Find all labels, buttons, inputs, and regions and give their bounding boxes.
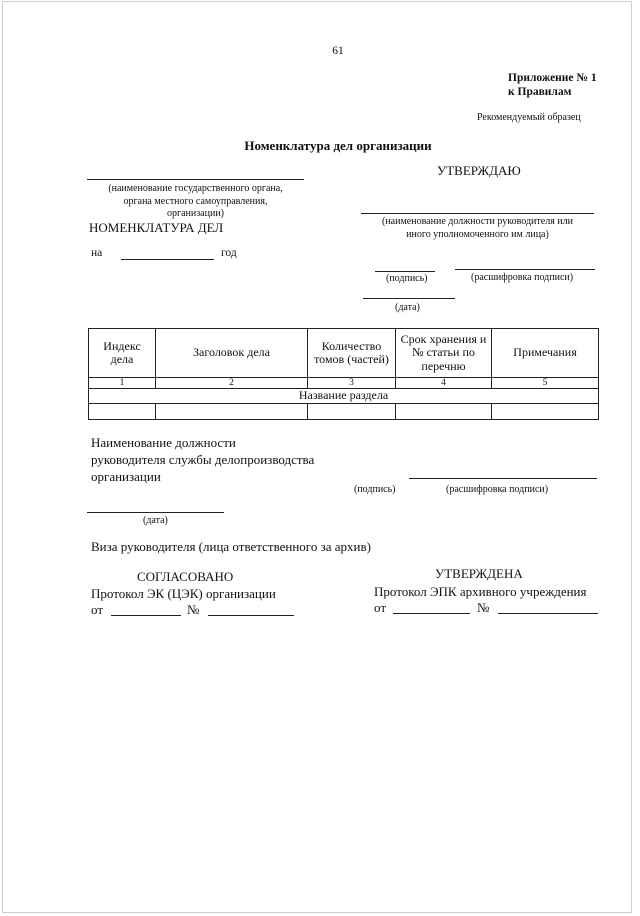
col-number: 1 xyxy=(89,378,156,389)
approved-protocol: Протокол ЭПК архивного учреждения xyxy=(374,584,587,599)
approve-heading: УТВЕРЖДАЮ xyxy=(437,163,521,178)
agreed-protocol: Протокол ЭК (ЦЭК) организации xyxy=(91,586,276,601)
approve-date-line xyxy=(363,298,455,299)
table-cell xyxy=(308,403,396,419)
approve-signature-line xyxy=(375,271,435,272)
year-prefix: на xyxy=(91,247,103,259)
appendix-line-2: к Правилам xyxy=(508,86,572,98)
approve-position-line xyxy=(361,213,594,214)
approved-num: № xyxy=(477,600,490,615)
col-header-notes: Примечания xyxy=(492,329,599,378)
table-cell xyxy=(396,403,492,419)
org-name-line xyxy=(87,179,304,180)
table-number-row xyxy=(89,378,599,389)
approved-from: от xyxy=(374,600,387,615)
page-number: 61 xyxy=(332,45,344,57)
col-header-index: Индекс дела xyxy=(89,329,156,378)
approved-heading: УТВЕРЖДЕНА xyxy=(435,566,523,581)
agreed-date-line xyxy=(111,615,181,616)
approved-number-line xyxy=(498,613,598,614)
col-header-retention: Срок хранения и № статьи по перечню xyxy=(396,329,492,378)
approve-position-caption-2: иного уполномоченного им лица) xyxy=(406,229,549,240)
footer-signature-caption: (подпись) xyxy=(354,484,396,495)
footer-position-line-1: Наименование должности xyxy=(91,435,236,450)
col-number: 2 xyxy=(156,378,308,389)
col-number: 5 xyxy=(492,378,599,389)
footer-position-line-2: руководителя службы делопроизводства xyxy=(91,452,315,467)
footer-position-line-3: организации xyxy=(91,469,161,484)
agreed-from: от xyxy=(91,602,104,617)
approve-date-caption: (дата) xyxy=(395,302,420,313)
page-title: Номенклатура дел организации xyxy=(244,138,432,153)
appendix-line-1: Приложение № 1 xyxy=(508,72,597,84)
year-suffix: год xyxy=(221,247,237,259)
table-cell xyxy=(89,403,156,419)
nomenclature-table xyxy=(88,328,599,420)
nomenclature-heading: НОМЕНКЛАТУРА ДЕЛ xyxy=(89,220,224,235)
sample-label: Рекомендуемый образец xyxy=(477,112,581,123)
footer-date-line xyxy=(87,512,224,513)
approved-date-line xyxy=(393,613,470,614)
col-number: 3 xyxy=(308,378,396,389)
org-caption-1: (наименование государственного органа, xyxy=(108,183,283,194)
year-line xyxy=(121,259,214,260)
org-caption-3: организации) xyxy=(166,208,225,219)
approve-position-caption-1: (наименование должности руководителя или xyxy=(382,216,573,227)
document-page xyxy=(2,1,632,913)
footer-decoding-caption: (расшифровка подписи) xyxy=(446,484,549,495)
table-header-row xyxy=(89,329,599,378)
approve-signature-caption: (подпись) xyxy=(386,273,428,284)
col-number: 4 xyxy=(396,378,492,389)
approve-decoding-caption: (расшифровка подписи) xyxy=(471,272,574,283)
org-caption-2: органа местного самоуправления, xyxy=(123,196,268,207)
table-section-row xyxy=(89,389,599,403)
col-header-volumes: Количество томов (частей) xyxy=(308,329,396,378)
table-row xyxy=(89,403,599,419)
section-title: Название раздела xyxy=(89,389,599,403)
agreed-num: № xyxy=(187,602,200,617)
footer-date-caption: (дата) xyxy=(143,515,168,526)
approve-decoding-line xyxy=(455,269,595,270)
agreed-number-line xyxy=(208,615,294,616)
visa-text: Виза руководителя (лица ответственного за архив) xyxy=(91,539,371,554)
table-cell xyxy=(156,403,308,419)
footer-decoding-line xyxy=(409,478,597,479)
agreed-heading: СОГЛАСОВАНО xyxy=(137,569,234,584)
col-header-title: Заголовок дела xyxy=(156,329,308,378)
table-cell xyxy=(492,403,599,419)
